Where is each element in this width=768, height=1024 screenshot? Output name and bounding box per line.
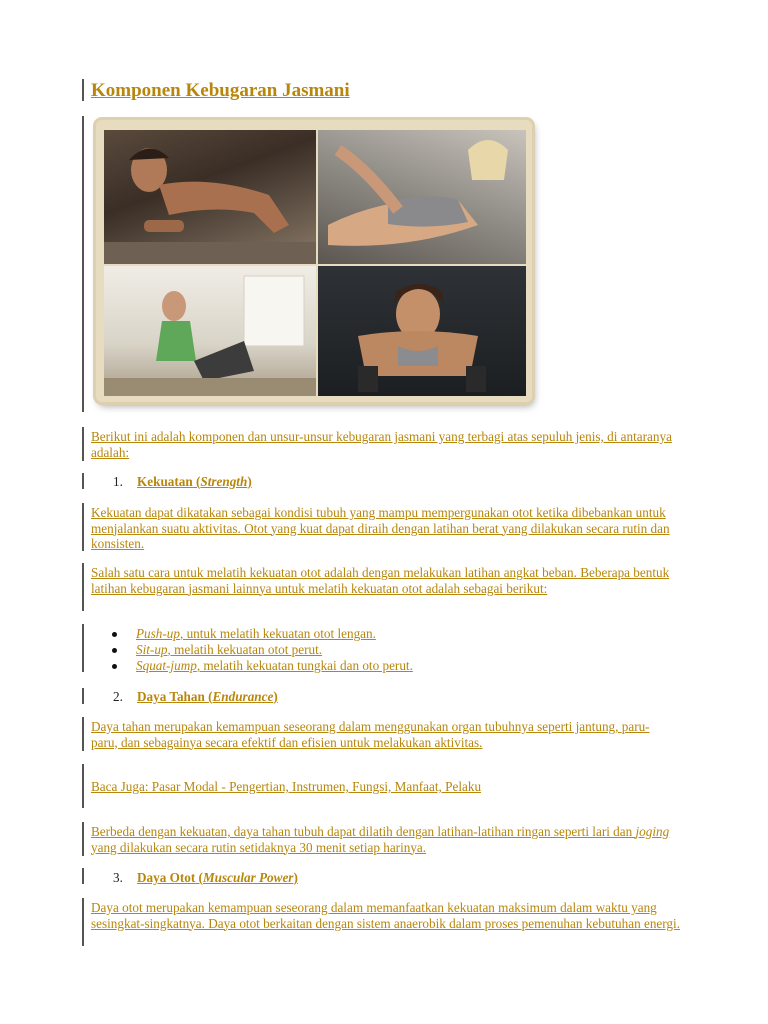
heading-close: )	[293, 870, 298, 885]
heading-label: Kekuatan (	[137, 474, 201, 489]
list-number: 2.	[113, 689, 123, 704]
pushup-man-photo	[104, 130, 316, 264]
margin-bar	[82, 898, 84, 946]
margin-bar	[82, 868, 84, 884]
margin-bar	[82, 624, 84, 672]
paragraph-berbeda[interactable]	[91, 824, 681, 855]
exercise-name: Sit-up	[136, 642, 168, 657]
list-item[interactable]	[110, 658, 413, 674]
margin-bar	[82, 116, 84, 412]
heading-close: )	[273, 689, 278, 704]
exercise-desc: , melatih kekuatan tungkai dan oto perut.	[196, 658, 413, 673]
margin-bar	[82, 473, 84, 489]
intro-paragraph[interactable]: Berikut ini adalah komponen dan unsur-unsur kebugaran jasmani yang terbagi atas sepuluh jenis, di antaranya adalah:	[91, 429, 672, 460]
exercise-name: Squat-jump	[136, 658, 197, 673]
list-number: 3.	[113, 870, 123, 885]
bullet-icon	[112, 632, 117, 637]
margin-bar	[82, 427, 84, 461]
heading-italic: Strength	[200, 474, 248, 489]
margin-bar	[82, 503, 84, 551]
bullet-icon	[112, 648, 117, 653]
margin-bar	[82, 764, 84, 808]
margin-bar	[82, 822, 84, 856]
margin-bar	[82, 717, 84, 751]
paragraph-daya-otot[interactable]: Daya otot merupakan kemampuan seseorang dalam memanfaatkan kekuatan maksimum dalam waktu yang sesingkat-singkatnya. Daya otot berkaitan dengan sistem anaerobik dalam proses pemenuhan kebutuhan energi.	[91, 900, 680, 931]
baca-juga-link[interactable]: Baca Juga: Pasar Modal - Pengertian, Instrumen, Fungsi, Manfaat, Pelaku	[91, 779, 482, 794]
heading-italic: Endurance	[212, 689, 274, 704]
paragraph-kekuatan-2[interactable]: Salah satu cara untuk melatih kekuatan otot adalah dengan melakukan latihan angkat beban. Beberapa bentuk latihan kebugaran jasmani lainnya untuk melatih kekuatan otot adalah sebagai berikut:	[91, 565, 670, 596]
heading-daya-otot[interactable]	[113, 870, 298, 886]
heading-italic: Muscular Power	[202, 870, 294, 885]
exercise-desc: , melatih kekuatan otot perut.	[167, 642, 323, 657]
margin-bar	[82, 563, 84, 611]
bullet-icon	[112, 664, 117, 669]
margin-bar	[82, 688, 84, 704]
exercise-list	[110, 626, 413, 674]
list-number: 1.	[113, 474, 123, 489]
page-title[interactable]: Komponen Kebugaran Jasmani	[91, 80, 350, 101]
heading-kekuatan[interactable]	[113, 474, 252, 490]
list-item[interactable]	[110, 626, 413, 642]
text-italic: joging	[635, 824, 670, 839]
list-item[interactable]	[110, 642, 413, 658]
crunch-woman-photo	[318, 130, 526, 264]
paragraph-kekuatan-1[interactable]: Kekuatan dapat dikatakan sebagai kondisi tubuh yang mampu mempergunakan otot ketika dibebankan untuk menjalankan suatu aktivitas. Otot yang kuat dapat diraih dengan latihan berat yang dilakukan secara rutin dan konsisten.	[91, 505, 670, 551]
paragraph-daya-tahan[interactable]: Daya tahan merupakan kemampuan seseorang dalam menggunakan organ tubuhnya seperti jantung, paru-paru, dan sebagainya secara efektif dan efisien untuk melakukan aktivitas.	[91, 719, 650, 750]
heading-daya-tahan[interactable]	[113, 689, 278, 705]
exercise-desc: , untuk melatih kekuatan otot lengan.	[179, 626, 376, 641]
margin-bar	[82, 79, 84, 101]
exercise-name: Push-up	[136, 626, 180, 641]
heading-label: Daya Otot (	[137, 870, 203, 885]
situp-woman-photo	[104, 266, 316, 396]
heading-label: Daya Tahan (	[137, 689, 213, 704]
pushup-woman-photo	[318, 266, 526, 396]
heading-close: )	[247, 474, 252, 489]
text-part: yang dilakukan secara rutin setidaknya 30 menit setiap harinya.	[91, 839, 427, 855]
text-part: Berbeda dengan kekuatan, daya tahan tubuh dapat dilatih dengan latihan-latihan ringan seperti lari dan	[91, 824, 636, 839]
exercise-photo-collage	[96, 120, 532, 402]
